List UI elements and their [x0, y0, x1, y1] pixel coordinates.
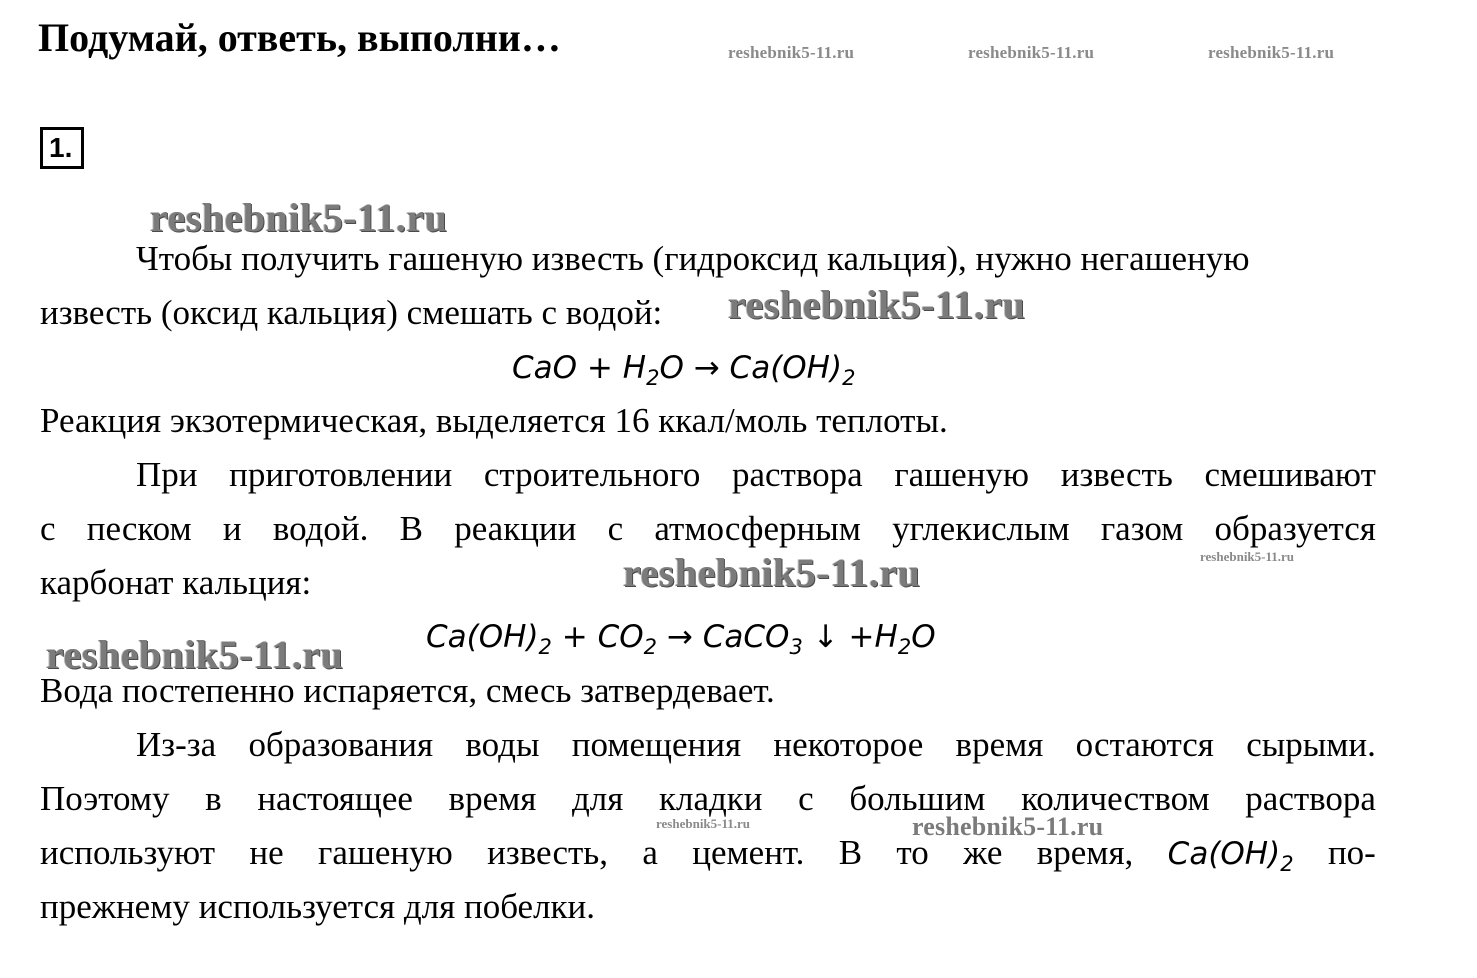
paragraph-line: используют не гашеную известь, а цемент. В то же время, $Ca(OH)_2$ по-: [40, 833, 1376, 876]
watermark: reshebnik5-11.ru: [1200, 549, 1295, 564]
watermark: reshebnik5-11.ru: [968, 43, 1095, 62]
paragraph-line: с песком и водой. В реакции с атмосферным углекислым газом образуется: [40, 509, 1376, 548]
watermark: reshebnik5-11.ru: [150, 195, 448, 240]
watermark: reshebnik5-11.ru: [728, 282, 1026, 327]
formula-caoh2-co2: $Ca(OH)_2 + CO_2$ → CaCO$_3$ ↓ $+H_2O$: [426, 619, 936, 659]
paragraph-line: Из-за образования воды помещения некоторое время остаются сырыми.: [136, 725, 1376, 764]
formula-cao-h2o: CaO + $H_2O \to Ca(OH)_2$: [512, 350, 856, 390]
paragraph-line: Вода постепенно испаряется, смесь затвердевает.: [40, 671, 775, 710]
watermark: reshebnik5-11.ru: [46, 632, 344, 677]
paragraph-line: известь (оксид кальция) смешать с водой:: [40, 293, 663, 332]
watermark: reshebnik5-11.ru: [912, 812, 1104, 841]
paragraph-line: Реакция экзотермическая, выделяется 16 ккал/моль теплоты.: [40, 401, 948, 440]
paragraph-line: Чтобы получить гашеную известь (гидроксид кальция), нужно негашеную: [136, 239, 1250, 278]
paragraph-line: Поэтому в настоящее время для кладки с большим количеством раствора: [40, 779, 1376, 818]
task-number: 1.: [40, 127, 84, 169]
watermark: reshebnik5-11.ru: [1208, 43, 1335, 62]
watermark: reshebnik5-11.ru: [656, 816, 751, 831]
watermark: reshebnik5-11.ru: [623, 550, 921, 595]
page-title: Подумай, ответь, выполни…: [38, 15, 561, 60]
paragraph-line: прежнему используется для побелки.: [40, 887, 596, 926]
watermark: reshebnik5-11.ru: [728, 43, 855, 62]
paragraph-line: При приготовлении строительного раствора гашеную известь смешивают: [136, 455, 1376, 494]
inline-formula: $Ca(OH)_2$: [1167, 836, 1294, 876]
paragraph-line: карбонат кальция:: [40, 563, 312, 602]
